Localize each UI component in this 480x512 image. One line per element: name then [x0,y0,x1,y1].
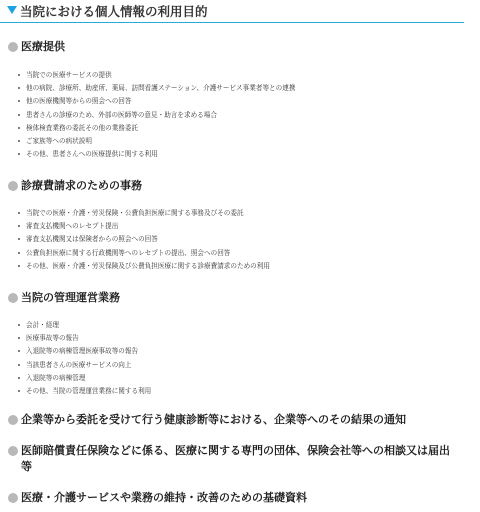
circle-bullet-icon [8,42,18,52]
section-heading-text: 医療提供 [21,40,65,53]
triangle-down-icon [7,6,17,14]
list-item: 他の医療機関等からの照会への回答 [18,95,295,108]
section-heading-text: 医療・介護サービスや業務の維持・改善のための基礎資料 [21,491,307,504]
section-heading-health-checkup [8,412,460,428]
circle-bullet-icon [8,293,18,303]
list-item: 審査支払機関へのレセプト提出 [18,220,270,233]
list-item: 会計・経理 [18,319,151,332]
section-heading-medical-care [8,39,460,55]
list-item: 患者さんの診療のため、外部の医師等の意見・助言を求める場合 [18,109,295,122]
circle-bullet-icon [8,493,18,503]
list-item: 入退院等の病棟管理 [18,372,151,385]
circle-bullet-icon [8,181,18,191]
section-list-medical-care [18,69,295,161]
section-heading-text: 当院の管理運営業務 [21,291,120,304]
section-heading-service-improvement [8,490,460,506]
list-item: 審査支払機関又は保険者からの照会への回答 [18,233,270,246]
section-list-management [18,319,151,398]
list-item: 当該患者さんの医療サービスの向上 [18,359,151,372]
section-heading-text: 診療費請求のための事務 [21,179,142,192]
list-item: 医療事故等の報告 [18,332,151,345]
circle-bullet-icon [8,446,18,456]
circle-bullet-icon [8,415,18,425]
list-item: ご家族等への病状説明 [18,135,295,148]
section-list-billing [18,207,270,273]
list-item: その他、医療・介護・労災保険及び公費負担医療に関する診療費請求のための利用 [18,260,270,273]
list-item: その他、当院の管理運営業務に関する利用 [18,385,151,398]
section-heading-insurance-consultation [8,443,460,475]
page-title: 当院における個人情報の利用目的 [20,4,208,19]
section-heading-text: 医師賠償責任保険などに係る、医療に関する専門の団体、保険会社等への相談又は届出等 [21,444,450,473]
section-heading-text: 企業等から委託を受けて行う健康診断等における、企業等へのその結果の通知 [21,413,406,426]
list-item: 当院での医療・介護・労災保険・公費負担医療に関する事務及びその委託 [18,207,270,220]
page-header [0,0,464,23]
list-item: その他、患者さんへの医療提供に関する利用 [18,148,295,161]
list-item: 公費負担医療に関する行政機関等へのレセプトの提出、照会への回答 [18,247,270,260]
section-heading-management [8,290,460,306]
list-item: 他の病院、診療所、助産所、薬局、訪問看護ステーション、介護サービス事業者等との連携 [18,82,295,95]
list-item: 検体検査業務の委託その他の業務委託 [18,122,295,135]
list-item: 入退院等の病棟管理医療事故等の報告 [18,345,151,358]
section-heading-billing [8,178,460,194]
list-item: 当院での医療サービスの提供 [18,69,295,82]
